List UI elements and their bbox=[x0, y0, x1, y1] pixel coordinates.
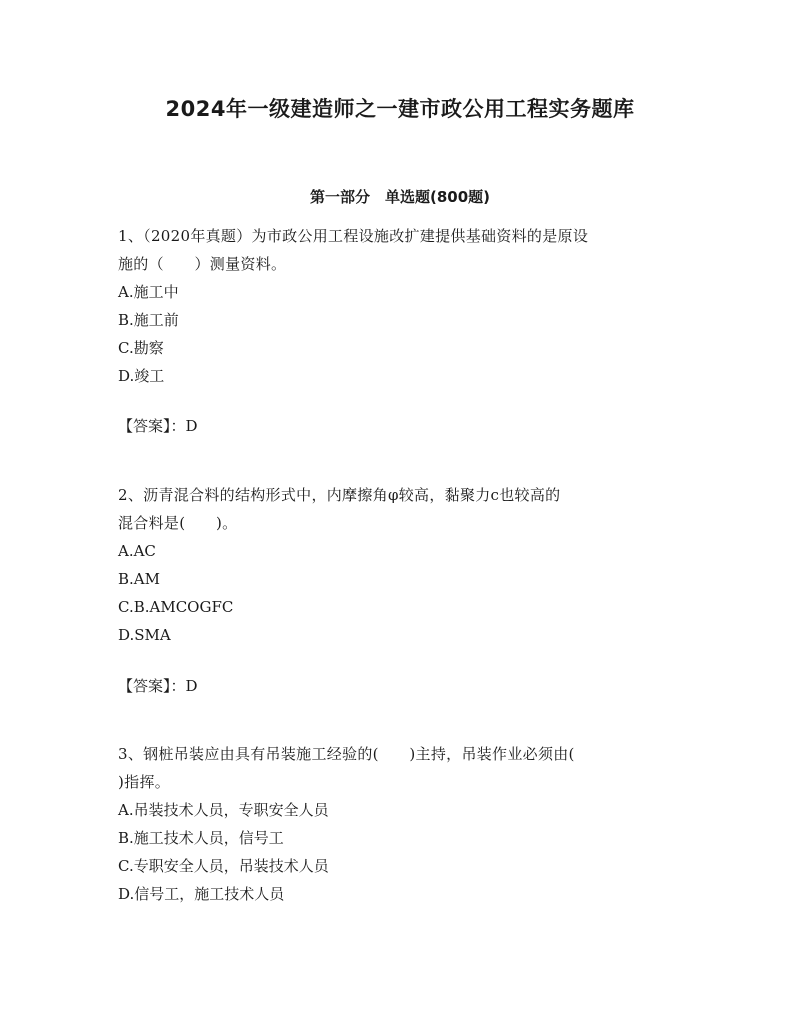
question-stem-line: 施的（ ）测量资料。 bbox=[118, 255, 287, 273]
option-c: C.B.AMCOGFC bbox=[118, 598, 234, 616]
option-c: C.专职安全人员，吊装技术人员 bbox=[118, 857, 329, 875]
option-a: A.吊装技术人员，专职安全人员 bbox=[118, 801, 329, 819]
question-stem-line: 3、钢桩吊装应由具有吊装施工经验的( )主持，吊装作业必须由( bbox=[118, 745, 575, 763]
answer-value: D bbox=[185, 417, 198, 435]
answer-label: 【答案】： bbox=[118, 677, 186, 695]
option-b: B.施工技术人员，信号工 bbox=[118, 829, 284, 847]
answer-2 bbox=[118, 672, 198, 700]
section-heading: 第一部分 单选题(800题) bbox=[309, 188, 491, 206]
question-2 bbox=[118, 481, 688, 649]
question-stem-line: )指挥。 bbox=[118, 773, 171, 791]
option-c: C.勘察 bbox=[118, 339, 164, 357]
option-b: B.AM bbox=[118, 570, 160, 588]
question-stem-line: 2、沥青混合料的结构形式中，内摩擦角φ较高，黏聚力c也较高的 bbox=[118, 486, 561, 504]
document-title: 2024年一级建造师之一建市政公用工程实务题库 bbox=[165, 97, 635, 121]
answer-value: D bbox=[185, 677, 198, 695]
answer-1 bbox=[118, 412, 198, 440]
option-d: D.竣工 bbox=[118, 367, 165, 385]
option-b: B.施工前 bbox=[118, 311, 179, 329]
option-d: D.信号工，施工技术人员 bbox=[118, 885, 285, 903]
question-3 bbox=[118, 740, 688, 908]
question-1 bbox=[118, 222, 688, 390]
answer-label: 【答案】： bbox=[118, 417, 186, 435]
option-a: A.AC bbox=[118, 542, 156, 560]
question-stem-line: 混合料是( )。 bbox=[118, 514, 238, 532]
option-d: D.SMA bbox=[118, 626, 171, 644]
question-stem-line: 1、（2020年真题）为市政公用工程设施改扩建提供基础资料的是原设 bbox=[118, 227, 589, 245]
option-a: A.施工中 bbox=[118, 283, 179, 301]
